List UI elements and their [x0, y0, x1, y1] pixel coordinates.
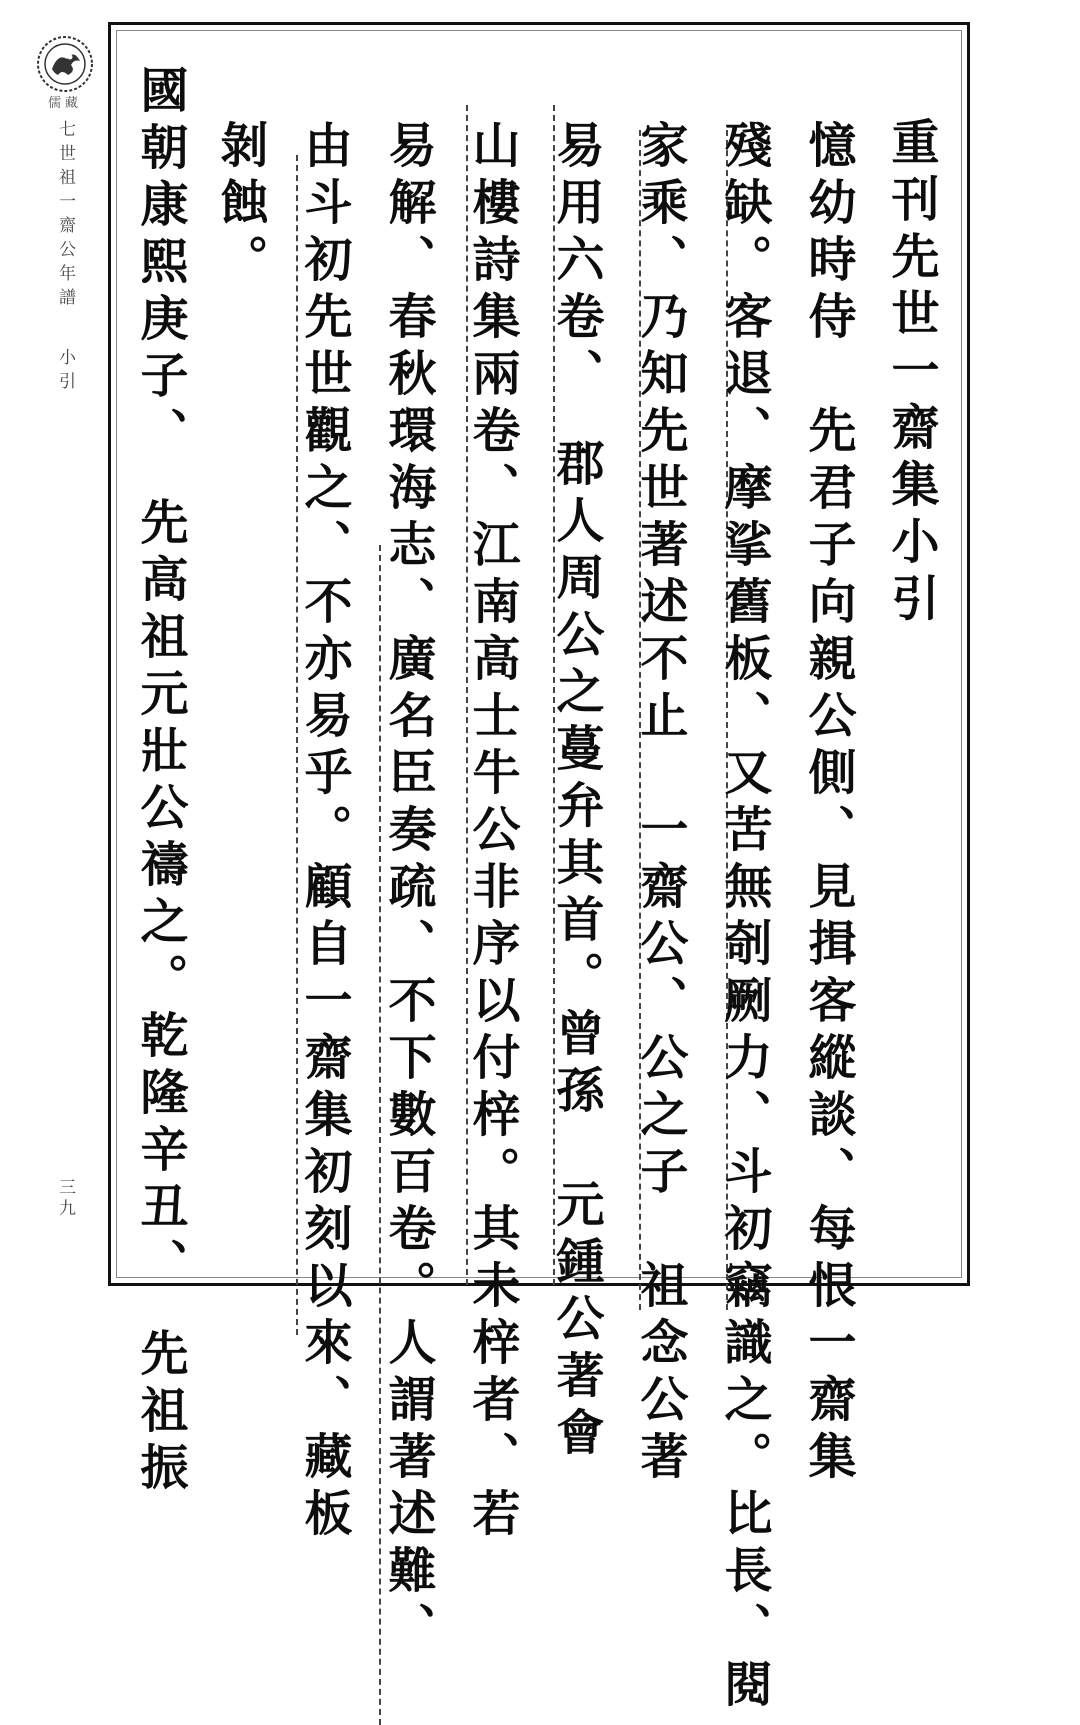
text-column-2: 憶幼時侍 先君子向親公側、見揖客縱談、每恨一齋集 [800, 120, 856, 1488]
page-number: 三九 [55, 1178, 75, 1220]
text-column-10: 國朝康熙庚子、 先高祖元壯公禱之。乾隆辛丑、 先祖振 [132, 65, 188, 1499]
running-title: 七世祖一齋公年譜 [55, 120, 75, 312]
section-label: 小引 [55, 348, 75, 396]
text-column-3: 殘缺。客退、摩挲舊板、又苦無剞劂力、斗初竊識之。比長、閱 [716, 120, 772, 1716]
text-column-8: 由斗初先世觀之、不亦易乎。顧自一齋集初刻以來、藏板 [296, 120, 352, 1545]
text-column-1: 重刊先世一齋集小引 [883, 117, 939, 630]
text-column-5: 易用六卷、 郡人周公之蔓弁其首。曾孫 元鍾公著會 [548, 120, 604, 1464]
seal-logo [36, 35, 94, 93]
text-column-9: 剝蝕。 [212, 120, 268, 291]
text-column-4: 家乘、乃知先世著述不止 一齋公、公之子 祖念公著 [632, 120, 688, 1488]
text-column-7: 易解、春秋環海志、廣名臣奏疏、不下數百卷。人謂著述難、 [380, 120, 436, 1659]
scanned-page [108, 22, 970, 1716]
brand-label: 儒藏 [47, 96, 82, 111]
text-column-6: 山樓詩集兩卷、江南高士牛公非序以付梓。其未梓者、若 [464, 120, 520, 1545]
